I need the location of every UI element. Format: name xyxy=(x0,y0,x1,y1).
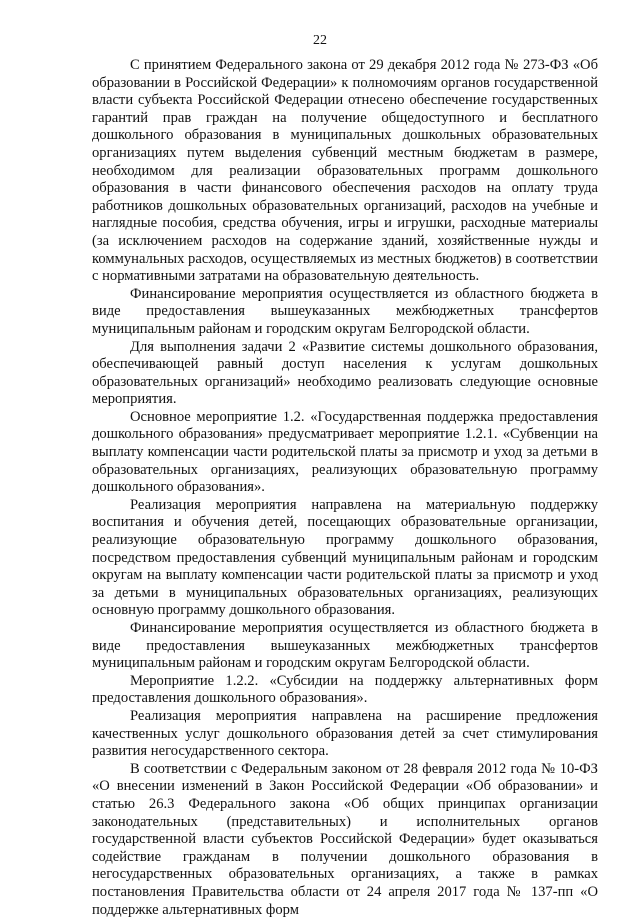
page-number: 22 xyxy=(313,33,327,48)
paragraph: Реализация мероприятия направлена на расширение предложения качественных услуг дошкольного образования детей за счет стимулирования развития негосударственного сектора. xyxy=(92,707,598,760)
document-body xyxy=(92,57,598,919)
paragraph: Реализация мероприятия направлена на материальную поддержку воспитания и обучения детей, посещающих образовательные организации, реализующие образовательную программу дошкольного образования, посредством предоставления субвенций муниципальным районам и городским округам на выплату компенсации части родительской платы за присмотр и уход за детьми в муниципальных образовательных организациях, реализующих основную программу дошкольного образования. xyxy=(92,496,598,619)
paragraph: С принятием Федерального закона от 29 декабря 2012 года № 273-ФЗ «Об образовании в Российской Федерации» к полномочиям органов государственной власти субъекта Российской Федерации отнесено обеспечение государственных гарантий прав граждан на получение общедоступного и бесплатного дошкольного образования в муниципальных дошкольных образовательных организациях путем выделения субвенций местным бюджетам в размере, необходимом для реализации образовательных программ дошкольного образования в части финансового обеспечения расходов на оплату труда работников дошкольных образовательных организаций, расходов на учебные и наглядные пособия, средства обучения, игры и игрушки, расходные материалы (за исключением расходов на содержание зданий, хозяйственные нужды и коммунальных расходов, осуществляемых из местных бюджетов) в соответствии с нормативными затратами на образовательную деятельность. xyxy=(92,57,598,285)
paragraph: Мероприятие 1.2.2. «Субсидии на поддержку альтернативных форм предоставления дошкольного образования». xyxy=(92,672,598,707)
paragraph: Для выполнения задачи 2 «Развитие системы дошкольного образования, обеспечивающей равный доступ населения к услугам дошкольных образовательных организаций» необходимо реализовать следующие основные мероприятия. xyxy=(92,338,598,408)
paragraph: Основное мероприятие 1.2. «Государственная поддержка предоставления дошкольного образования» предусматривает мероприятие 1.2.1. «Субвенции на выплату компенсации части родительской платы за присмотр и уход за детьми в образовательных организациях, реализующих образовательную программу дошкольного образования». xyxy=(92,408,598,496)
paragraph: В соответствии с Федеральным законом от 28 февраля 2012 года № 10-ФЗ «О внесении изменений в Закон Российской Федерации «Об образовании» и статью 26.3 Федерального закона «Об общих принципах организации законодательных (представительных) и исполнительных органов государственной власти субъектов Российской Федерации» будет оказываться содействие гражданам в получении дошкольного образования в негосударственных образовательных организациях, а также в рамках постановления Правительства области от 24 апреля 2017 года № 137-пп «О поддержке альтернативных форм xyxy=(92,760,598,918)
paragraph: Финансирование мероприятия осуществляется из областного бюджета в виде предоставления вышеуказанных межбюджетных трансфертов муниципальным районам и городским округам Белгородской области. xyxy=(92,285,598,337)
paragraph: Финансирование мероприятия осуществляется из областного бюджета в виде предоставления вышеуказанных межбюджетных трансфертов муниципальным районам и городским округам Белгородской области. xyxy=(92,620,598,672)
